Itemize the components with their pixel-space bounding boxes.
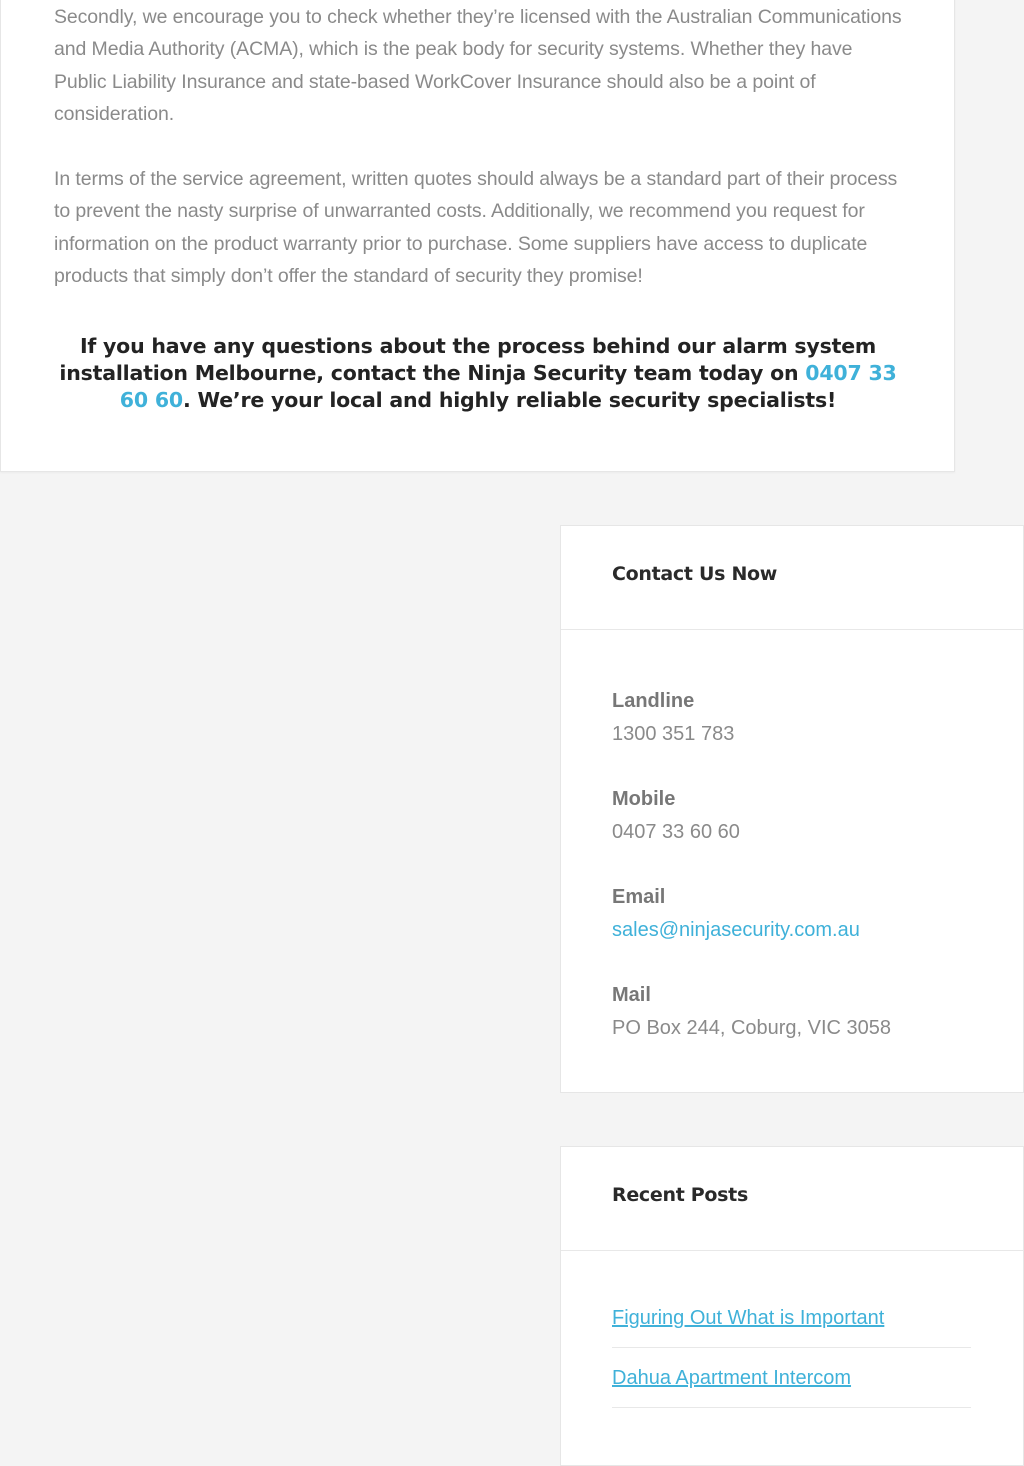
contact-item-mobile (612, 783, 1023, 848)
article-paragraph: In terms of the service agreement, written quotes should always be a standard part of their process to prevent the nasty surprise of unwarranted costs. Additionally, we recommend you request for information on the product warranty prior to purchase. Some suppliers have access to duplicate products that simply don’t offer the standard of security they promise! (54, 168, 898, 288)
mobile-number: 0407 33 60 60 (612, 821, 740, 843)
widget-title: Contact Us Now (612, 563, 778, 585)
widget-header (561, 526, 1023, 630)
posts-list (561, 1251, 1023, 1408)
article-paragraph: Secondly, we encourage you to check whether they’re licensed with the Australian Communications and Media Authority (ACMA), which is the peak body for security systems. Whether they have Public Liability Insurance and state-based WorkCover Insurance should also be a point of consideration. (54, 6, 902, 125)
contact-label: Mobile (612, 788, 676, 810)
contact-item-email (612, 881, 1023, 946)
widget-title: Recent Posts (612, 1184, 748, 1206)
call-to-action (54, 333, 902, 414)
recent-post-link[interactable]: Figuring Out What is Important (612, 1302, 971, 1348)
email-link[interactable]: sales@ninjasecurity.com.au (612, 919, 860, 941)
recent-post-link[interactable]: Dahua Apartment Intercom (612, 1348, 971, 1408)
recent-posts-widget (560, 1146, 1024, 1466)
contact-item-landline (612, 685, 1023, 750)
contact-label: Email (612, 886, 666, 908)
contact-label: Landline (612, 690, 695, 712)
cta-text: If you have any questions about the process behind our alarm system installation Melbourne, contact the Ninja Security team today on (59, 334, 877, 386)
landline-number: 1300 351 783 (612, 723, 735, 745)
contact-list (561, 630, 1023, 1044)
article-card (0, 0, 955, 472)
contact-widget (560, 525, 1024, 1093)
article-body (54, 1, 909, 414)
widget-header (561, 1147, 1023, 1251)
cta-text: . We’re your local and highly reliable security specialists! (183, 388, 837, 413)
contact-label: Mail (612, 984, 651, 1006)
cta-phone-link[interactable]: 0407 33 60 60 (119, 361, 897, 413)
contact-item-mail (612, 979, 1023, 1044)
mail-address: PO Box 244, Coburg, VIC 3058 (612, 1017, 892, 1039)
